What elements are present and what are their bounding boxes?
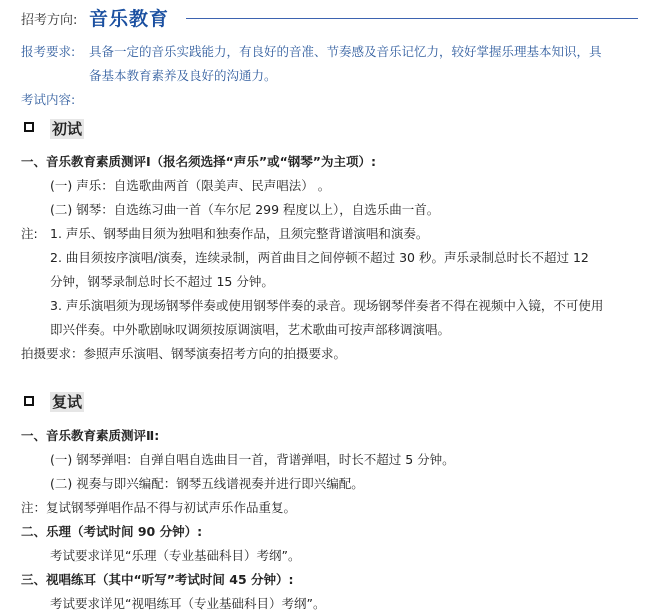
section-title-preliminary [50, 118, 84, 139]
filming-requirements: 拍摄要求：参照声乐演唱、钢琴演奏招考方向的拍摄要求。 [21, 346, 347, 361]
retest-note: 注：复试钢琴弹唱作品不得与初试声乐作品重复。 [21, 500, 297, 515]
section-title-retest-text: 复试 [52, 393, 83, 411]
preliminary-item1-title: 一、音乐教育素质测评Ⅰ（报名须选择“声乐”或“钢琴”为主项）: [21, 154, 377, 169]
exam-content-label: 考试内容: [21, 92, 76, 107]
retest-sub1: (一) 钢琴弹唱：自弹自唱自选曲目一首，背谱弹唱，时长不超过 5 分钟。 [50, 452, 455, 467]
preliminary-note2a: 2. 曲目须按序演唱/演奏，连续录制，两首曲目之间停顿不超过 30 秒。声乐录制总时长不超过 12 [50, 250, 589, 265]
preliminary-note3b: 即兴伴奏。中外歌剧咏叹调须按原调演唱，艺术歌曲可按声部移调演唱。 [50, 322, 451, 337]
preliminary-note-label: 注: [21, 226, 38, 241]
retest-item3-text: 考试要求详见“视唱练耳（专业基础科目）考纲”。 [50, 596, 326, 611]
preliminary-note1: 1. 声乐、钢琴曲目须为独唱和独奏作品，且须完整背谱演唱和演奏。 [50, 226, 429, 241]
requirements-text-line2: 备基本教育素养及良好的沟通力。 [89, 68, 277, 83]
preliminary-sub1: (一) 声乐：自选歌曲两首（限美声、民声唱法） 。 [50, 178, 331, 193]
title-rule [186, 18, 638, 19]
checkbox-square-icon [24, 396, 34, 406]
preliminary-sub2: (二) 钢琴：自选练习曲一首（车尔尼 299 程度以上），自选乐曲一首。 [50, 202, 440, 217]
requirements-label: 报考要求: [21, 44, 76, 59]
section-title-retest [50, 391, 84, 412]
direction-label: 招考方向: [21, 13, 78, 28]
checkbox-square-icon [24, 122, 34, 132]
preliminary-note3a: 3. 声乐演唱须为现场钢琴伴奏或使用钢琴伴奏的录音。现场钢琴伴奏者不得在视频中入镜，不可使用 [50, 298, 604, 313]
page-title: 音乐教育 [89, 8, 170, 30]
requirements-text-line1: 具备一定的音乐实践能力，有良好的音准、节奏感及音乐记忆力，较好掌握乐理基本知识，具 [89, 44, 602, 59]
retest-item1-title: 一、音乐教育素质测评Ⅱ: [21, 428, 160, 443]
retest-sub2: (二) 视奏与即兴编配：钢琴五线谱视奏并进行即兴编配。 [50, 476, 364, 491]
retest-item2-text: 考试要求详见“乐理（专业基础科目）考纲”。 [50, 548, 301, 563]
retest-item2-title: 二、乐理（考试时间 90 分钟）: [21, 524, 203, 539]
preliminary-note2b: 分钟，钢琴录制总时长不超过 15 分钟。 [50, 274, 274, 289]
section-title-preliminary-text: 初试 [52, 120, 83, 138]
retest-item3-title: 三、视唱练耳（其中“听写”考试时间 45 分钟）: [21, 572, 294, 587]
